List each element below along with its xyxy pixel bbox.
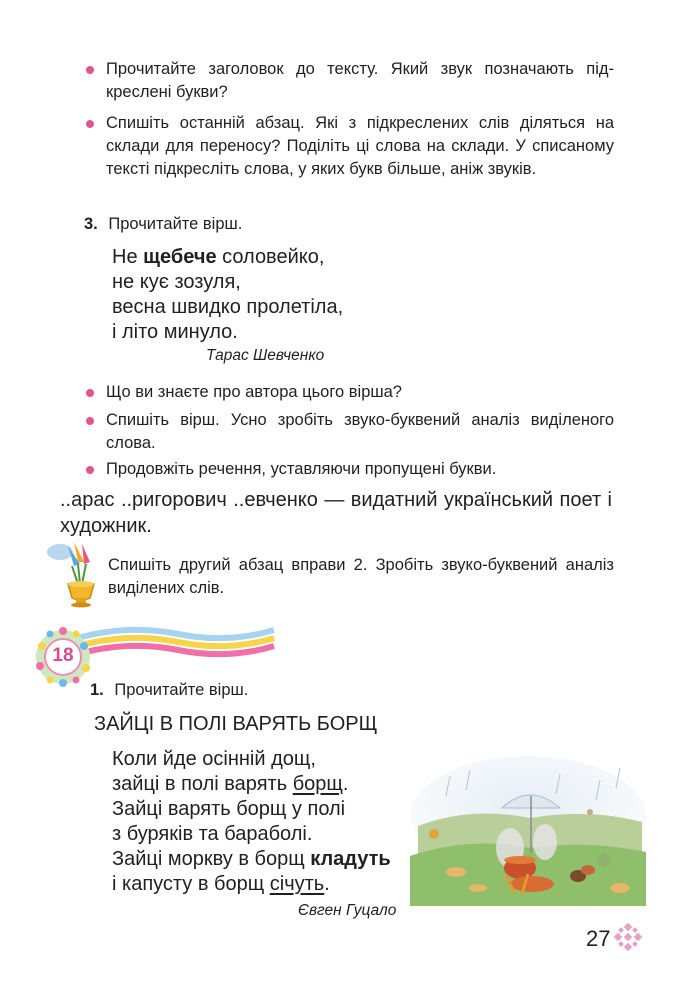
poem-line: зайці в полі варять борщ. (112, 773, 349, 795)
instruction-text: Спишіть вірш. Усно зробіть звуко-буквений аналіз виділеного слова. (106, 411, 614, 452)
poem-line: Зайці варять борщ у полі (112, 798, 346, 820)
bullet-dot (86, 417, 94, 425)
instruction-text: Прочитайте заголовок до тексту. Який звук позначають підкреслені букви? (106, 60, 614, 101)
poem-author: Тарас Шевченко (206, 347, 325, 364)
poem-line: Зайці моркву в борщ кладуть (112, 848, 391, 870)
exercise-title: Прочитайте вірш. (108, 215, 243, 233)
homework-text: Спишіть другий абзац вправи 2. Зробіть звуко-буквений аналіз виділених слів. (108, 556, 614, 597)
exercise-1-heading (90, 681, 248, 700)
poem-shevchenko (112, 245, 343, 345)
ornament-icon (613, 922, 643, 952)
poem-title: ЗАЙЦІ В ПОЛІ ВАРЯТЬ БОРЩ (94, 713, 378, 735)
poem-line: Коли йде осінній дощ, (112, 748, 316, 770)
poem-line: Не щебече соловейко, (112, 246, 325, 268)
lesson-ribbon (78, 620, 278, 670)
bullet-dot (86, 66, 94, 74)
underlined-word: борщ (292, 773, 343, 795)
lesson-number: 18 (52, 645, 74, 666)
poem-line: і літо минуло. (112, 321, 238, 343)
exercise-3-heading (84, 215, 242, 234)
page-number: 27 (586, 926, 611, 951)
poem-line: з буряків та бараболі. (112, 823, 313, 845)
bullet-dot (86, 466, 94, 474)
instruction-text: Продовжіть речення, уставляючи пропущені букви. (106, 460, 497, 478)
bullet-dot (86, 389, 94, 397)
poem-author: Євген Гуцало (298, 902, 397, 919)
homework-vase-icon (38, 540, 110, 608)
poem-line: не кує зозуля, (112, 271, 241, 293)
bullet-dot (86, 120, 94, 128)
poem-hutsalo (112, 747, 391, 897)
exercise-number: 3. (84, 215, 98, 233)
poem-line: весна швидко пролетіла, (112, 296, 344, 318)
fill-in-sentence: ..арас ..ригорович ..евченко — видатний український поет і художник. (60, 489, 612, 537)
instruction-text: Спишіть останній абзац. Які з підкреслених слів діляться на склади для переносу? Поділіть ці слова на склади. У списаному тексті підкресліть слова, у яких букв більше, аніж звуків. (106, 114, 614, 178)
highlighted-word: кладуть (310, 848, 391, 870)
poem-line: і капусту в борщ січуть. (112, 873, 330, 895)
underlined-word: січуть (269, 873, 325, 895)
exercise-title: Прочитайте вірш. (114, 681, 249, 699)
autumn-field-illustration (410, 756, 646, 906)
highlighted-word: щебече (143, 246, 217, 268)
instruction-text: Що ви знаєте про автора цього вірша? (106, 383, 402, 401)
exercise-number: 1. (90, 681, 104, 699)
